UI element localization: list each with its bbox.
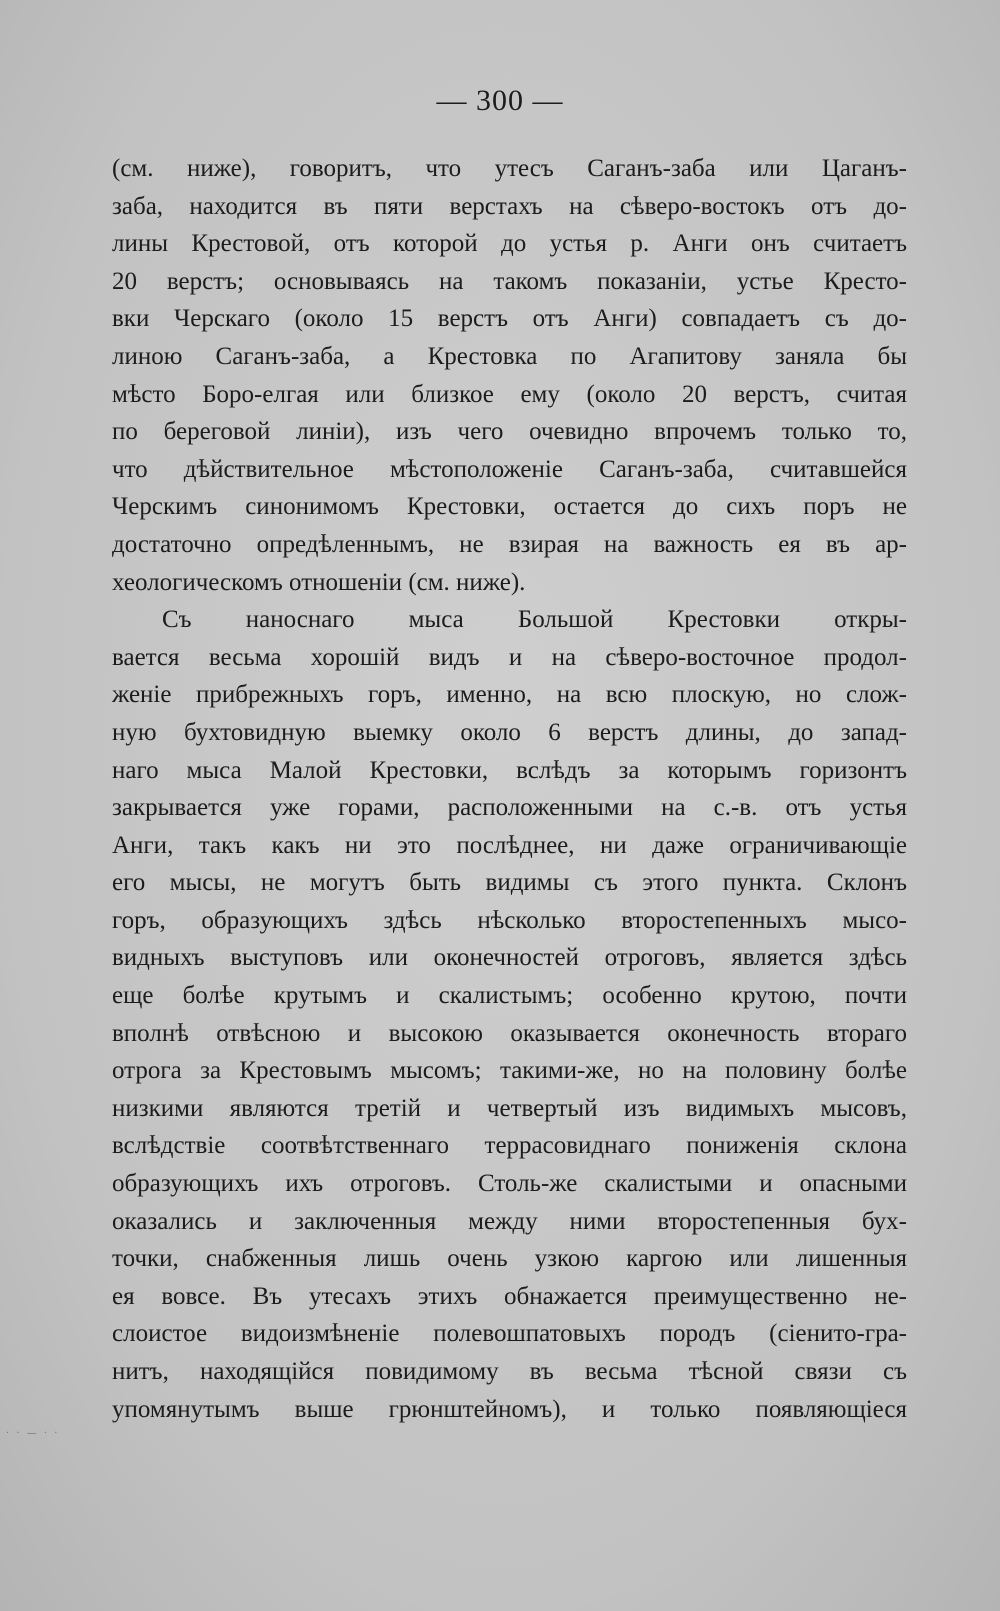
text-line: горъ, образующихъ здѣсь нѣсколько второстепенныхъ мысо- bbox=[112, 906, 907, 934]
text-line: что дѣйствительное мѣстоположеніе Саганъ-заба, считавшейся bbox=[112, 455, 907, 483]
text-line: его мысы, не могутъ быть видимы съ этого пункта. Склонъ bbox=[112, 869, 907, 897]
text-line: мѣсто Боро-елгая или близкое ему (около 20 верстъ, считая bbox=[112, 380, 907, 408]
text-line: низкими являются третій и четвертый изъ видимыхъ мысовъ, bbox=[112, 1094, 907, 1122]
text-line: по береговой линіи), изъ чего очевидно впрочемъ только то, bbox=[112, 418, 907, 446]
text-line: лины Крестовой, отъ которой до устья р. Анги онъ считаетъ bbox=[112, 230, 907, 258]
text-line: нитъ, находящійся повидимому въ весьма тѣсной связи съ bbox=[112, 1358, 907, 1385]
text-line: вки Черскаго (около 15 верстъ отъ Анги) совпадаетъ съ до- bbox=[112, 305, 907, 333]
text-line: еще болѣе крутымъ и скалистымъ; особенно крутою, почти bbox=[112, 982, 907, 1010]
margin-mark: · · — · · bbox=[6, 1428, 60, 1439]
paragraph-end-line: хеологическомъ отношеніи (см. ниже). bbox=[112, 568, 526, 596]
text-line: отрога за Крестовымъ мысомъ; такими-же, но на половину болѣе bbox=[112, 1057, 907, 1085]
paragraph-start-line: Съ наноснаго мыса Большой Крестовки откры- bbox=[162, 606, 907, 634]
text-line: достаточно опредѣленнымъ, не взирая на важность ея въ ар- bbox=[112, 530, 907, 558]
text-line: оказались и заключенныя между ними второстепенныя бух- bbox=[112, 1207, 907, 1235]
text-line: Анги, такъ какъ ни это послѣднее, ни даже ограничивающіе bbox=[112, 831, 907, 859]
text-line: линою Саганъ-заба, а Крестовка по Агапитову заняла бы bbox=[112, 342, 907, 370]
text-line: вслѣдствіе соотвѣтственнаго террасовиднаго пониженія склона bbox=[112, 1132, 907, 1160]
text-line: видныхъ выступовъ или оконечностей отроговъ, является здѣсь bbox=[112, 944, 907, 972]
page-number: — 300 — bbox=[436, 84, 564, 117]
text-line: (см. ниже), говоритъ, что утесъ Саганъ-заба или Цаганъ- bbox=[112, 155, 907, 182]
text-line: Черскимъ синонимомъ Крестовки, остается до сихъ поръ не bbox=[112, 493, 907, 521]
text-line: слоистое видоизмѣненіе полевошпатовыхъ породъ (сіенито-гра- bbox=[112, 1320, 907, 1348]
text-line: упомянутымъ выше грюнштейномъ), и только появляющіеся bbox=[112, 1395, 907, 1423]
text-line: ную бухтовидную выемку около 6 верстъ длины, до запад- bbox=[112, 718, 907, 746]
text-line: 20 верстъ; основываясь на такомъ показаніи, устье Кресто- bbox=[112, 267, 907, 295]
text-line: заба, находится въ пяти верстахъ на сѣверо-востокъ отъ до- bbox=[112, 192, 907, 220]
text-line: вается весьма хорошій видъ и на сѣверо-восточное продол- bbox=[112, 643, 907, 671]
text-line: образующихъ ихъ отроговъ. Столь-же скалистыми и опасными bbox=[112, 1170, 907, 1198]
text-line: вполнѣ отвѣсною и высокою оказывается оконечность втораго bbox=[112, 1019, 907, 1047]
text-line: закрывается уже горами, расположенными на с.-в. отъ устья bbox=[112, 794, 907, 822]
text-line: точки, снабженныя лишь очень узкою каргою или лишенныя bbox=[112, 1245, 907, 1273]
body-text bbox=[112, 150, 907, 1428]
text-line: ея вовсе. Въ утесахъ этихъ обнажается преимущественно не- bbox=[112, 1282, 907, 1310]
text-line: женіе прибрежныхъ горъ, именно, на всю плоскую, но слож- bbox=[112, 681, 907, 709]
text-line: наго мыса Малой Крестовки, вслѣдъ за которымъ горизонтъ bbox=[112, 756, 907, 784]
